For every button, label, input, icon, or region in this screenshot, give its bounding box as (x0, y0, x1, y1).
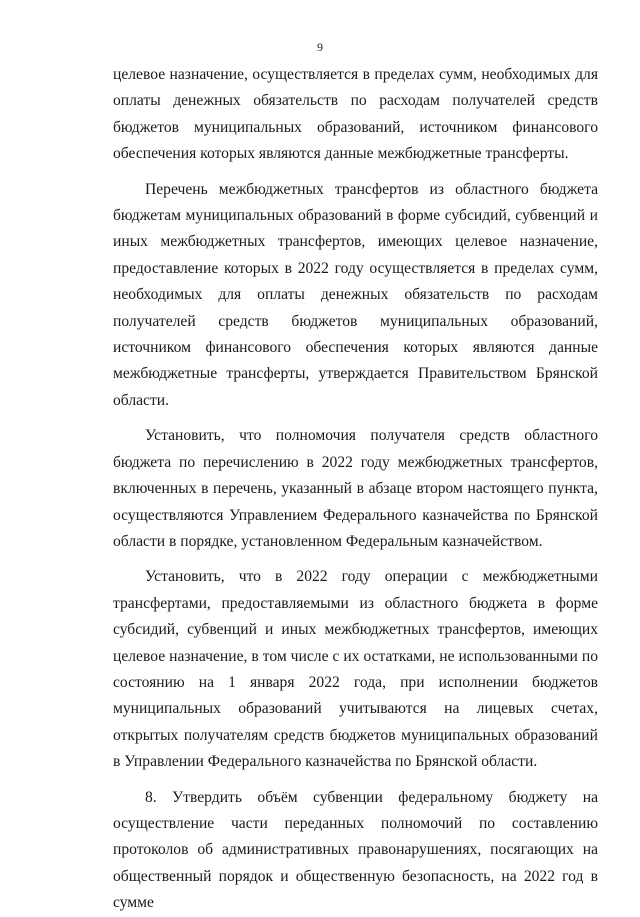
document-body (113, 62, 598, 917)
page-number: 9 (317, 40, 323, 54)
paragraph-continuation: целевое назначение, осуществляется в пределах сумм, необходимых для оплаты денежных обязательств по расходам получателей средств бюджетов муниципальных образований, источником финансового обеспечения которых являются данные межбюджетные трансферты. (113, 66, 598, 163)
paragraph-transfer-operations: Установить, что в 2022 году операции с межбюджетными трансфертами, предоставляемыми из областного бюджета в форме субсидий, субвенций и иных межбюджетных трансфертов, имеющих целевое назначение, в том числе с их остатками, не использованными по состоянию на 1 января 2022 года, при исполнении бюджетов муниципальных образований учитываются на лицевых счетах, открытых получателям средств бюджетов муниципальных образований в Управлении Федерального казначейства по Брянской области. (113, 568, 598, 771)
paragraph-transfers-list: Перечень межбюджетных трансфертов из областного бюджета бюджетам муниципальных образований в форме субсидий, субвенций и иных межбюджетных трансфертов, имеющих целевое назначение, предоставление которых в 2022 году осуществляется в пределах сумм, необходимых для оплаты денежных обязательств по расходам получателей средств бюджетов муниципальных образований, источником финансового обеспечения которых являются данные межбюджетные трансферты, утверждается Правительством Брянской области. (113, 180, 598, 409)
paragraph-item-8: 8. Утвердить объём субвенции федеральному бюджету на осуществление части переданных полномочий по составлению протоколов об административных правонарушениях, посягающих на общественный порядок и общественную безопасность, на 2022 год в сумме (113, 788, 598, 912)
paragraph-recipient-powers: Установить, что полномочия получателя средств областного бюджета по перечислению в 2022 году межбюджетных трансфертов, включенных в перечень, указанный в абзаце втором настоящего пункта, осуществляются Управлением Федерального казначейства по Брянской области в порядке, установленном Федеральным казначейством. (113, 427, 598, 550)
